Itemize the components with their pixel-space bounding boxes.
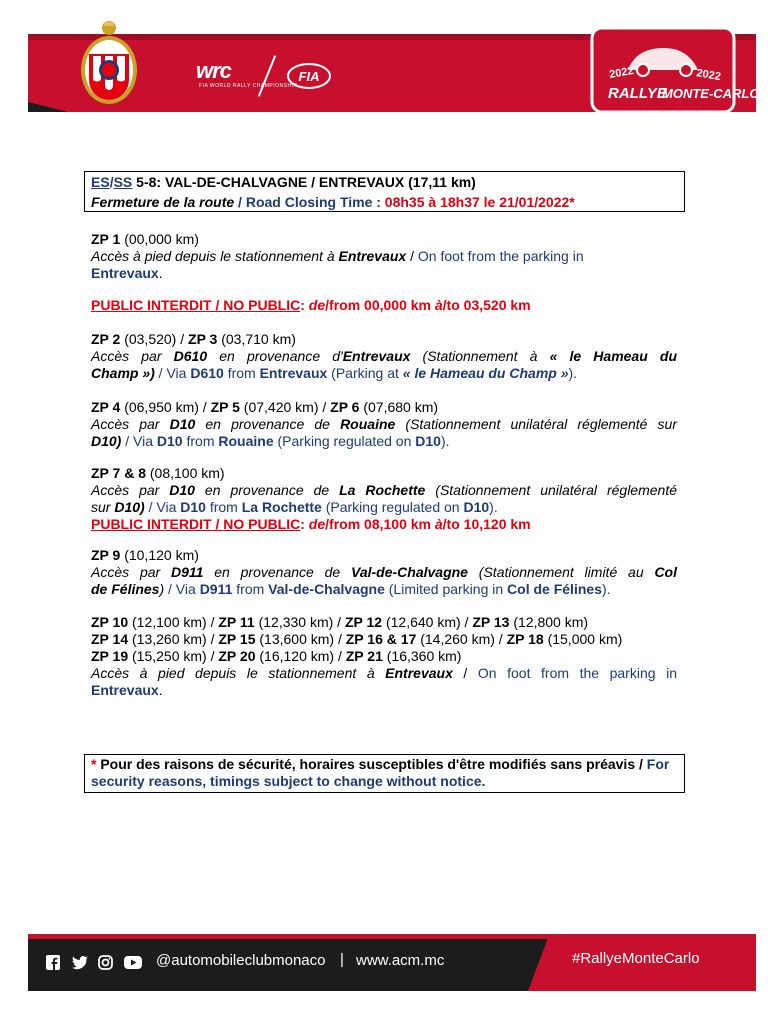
zone-access-text: Accès par D10 en provenance de Rouaine (Stationnement unilatéral réglementé sur — [91, 416, 678, 432]
rmc-year-right: 2022 — [695, 67, 722, 84]
fia-logo — [286, 62, 332, 90]
footer-hashtag[interactable]: #RallyeMonteCarlo — [572, 950, 700, 967]
monaco-crest-logo — [76, 18, 142, 108]
facebook-icon[interactable] — [46, 955, 60, 970]
zone-zp9 — [91, 547, 677, 598]
youtube-icon[interactable] — [124, 955, 142, 970]
page-header — [28, 12, 760, 112]
note-sep: / — [635, 756, 647, 772]
footer-website-link[interactable]: www.acm.mc — [356, 952, 445, 969]
road-closing-time — [91, 194, 575, 210]
rmc-title-2: MONTE-CARLO — [662, 86, 760, 101]
zone-heading: ZP 7 & 8 (08,100 km) — [91, 465, 225, 481]
zone-heading-row-3: ZP 19 (15,250 km) / ZP 20 (16,120 km) / ZP 21 (16,360 km) — [91, 648, 462, 664]
security-note — [84, 754, 685, 793]
wrc-logo-subtitle: FIA WORLD RALLY CHAMPIONSHIP — [199, 83, 298, 89]
zone-access-text-cont: Champ ») / Via D610 from Entrevaux (Parking at « le Hameau du Champ »). — [91, 365, 578, 381]
zone-access-text: Accès par D911 en provenance de Val-de-Chalvagne (Stationnement limité au Col — [91, 564, 677, 580]
closing-time: 08h35 à 18h37 le 21/01/2022* — [380, 194, 575, 210]
zone-zp7-8 — [91, 465, 677, 533]
footer-social-handle[interactable]: @automobileclubmonaco — [156, 952, 326, 969]
public-interdit-2: PUBLIC INTERDIT / NO PUBLIC: de/from 08,100 km à/to 10,120 km — [91, 516, 531, 532]
zone-zp2-3 — [91, 331, 677, 382]
zone-access-text-cont: de Félines) / Via D911 from Val-de-Chalvagne (Limited parking in Col de Félines). — [91, 581, 611, 597]
note-en: For security reasons, timings subject to change without notice. — [91, 756, 670, 789]
closing-fr: Fermeture de la route — [91, 194, 235, 210]
zone-heading: ZP 2 (03,520) / ZP 3 (03,710 km) — [91, 331, 296, 347]
title-sep: / — [109, 174, 114, 190]
wrc-logo: wrc — [196, 58, 231, 83]
zone-access-text-cont: Entrevaux. — [91, 265, 163, 281]
instagram-icon[interactable] — [98, 955, 113, 970]
rmc-year-left: 2022 — [608, 64, 635, 81]
zone-heading-row-2: ZP 14 (13,260 km) / ZP 15 (13,600 km) / ZP 16 & 17 (14,260 km) / ZP 18 (15,000 km) — [91, 631, 623, 647]
zone-access-text: Accès à pied depuis le stationnement à Entrevaux / On foot from the parking in — [91, 248, 584, 264]
stage-title-box — [84, 171, 685, 212]
zone-heading: ZP 4 (06,950 km) / ZP 5 (07,420 km) / ZP 6 (07,680 km) — [91, 399, 439, 415]
zone-km: (00,000 km) — [120, 231, 199, 247]
zone-zp4-6 — [91, 399, 677, 450]
fia-logo-text: FIA — [298, 69, 320, 84]
zone-heading-row-1: ZP 10 (12,100 km) / ZP 11 (12,330 km) / ZP 12 (12,640 km) / ZP 13 (12,800 km) — [91, 614, 589, 630]
title-es: ES — [91, 174, 110, 190]
closing-sep: / — [234, 194, 246, 210]
zone-zp1 — [91, 231, 677, 282]
zone-heading: ZP 9 (10,120 km) — [91, 547, 199, 563]
note-fr: Pour des raisons de sécurité, horaires susceptibles d'être modifiés sans préavis — [96, 756, 636, 772]
twitter-icon[interactable] — [72, 955, 88, 970]
zone-zp10-21 — [91, 614, 677, 699]
rallye-monte-carlo-logo — [588, 18, 760, 114]
zone-access-text-cont: D10) / Via D10 from Rouaine (Parking regulated on D10). — [91, 433, 450, 449]
public-interdit-1: PUBLIC INTERDIT / NO PUBLIC: de/from 00,000 km à/to 03,520 km — [91, 297, 531, 313]
zone-label: ZP 1 — [91, 231, 121, 247]
zone-heading — [91, 231, 677, 248]
page-footer — [28, 934, 756, 991]
title-ss: SS — [113, 174, 133, 190]
closing-en: Road Closing Time : — [245, 194, 381, 210]
rmc-title-1: RALLYE — [608, 85, 667, 102]
zone-access-text-cont: sur D10) / Via D10 from La Rochette (Parking regulated on D10). — [91, 499, 498, 515]
stage-title — [91, 174, 476, 190]
zone-access-text: Accès par D10 en provenance de La Rochette (Stationnement unilatéral réglementé — [91, 482, 678, 498]
note-asterisk: * — [91, 756, 97, 772]
zone-access-text: Accès par D610 en provenance d'Entrevaux (Stationnement à « le Hameau du — [91, 348, 678, 364]
title-stage: : VAL-DE-CHALVAGNE / ENTREVAUX (17,11 km) — [156, 174, 476, 190]
footer-separator: | — [340, 951, 344, 968]
title-number: 5-8 — [132, 174, 157, 190]
zone-access-text-cont: Entrevaux. — [91, 682, 163, 698]
zone-access-text: Accès à pied depuis le stationnement à Entrevaux / On foot from the parking in — [91, 665, 677, 681]
